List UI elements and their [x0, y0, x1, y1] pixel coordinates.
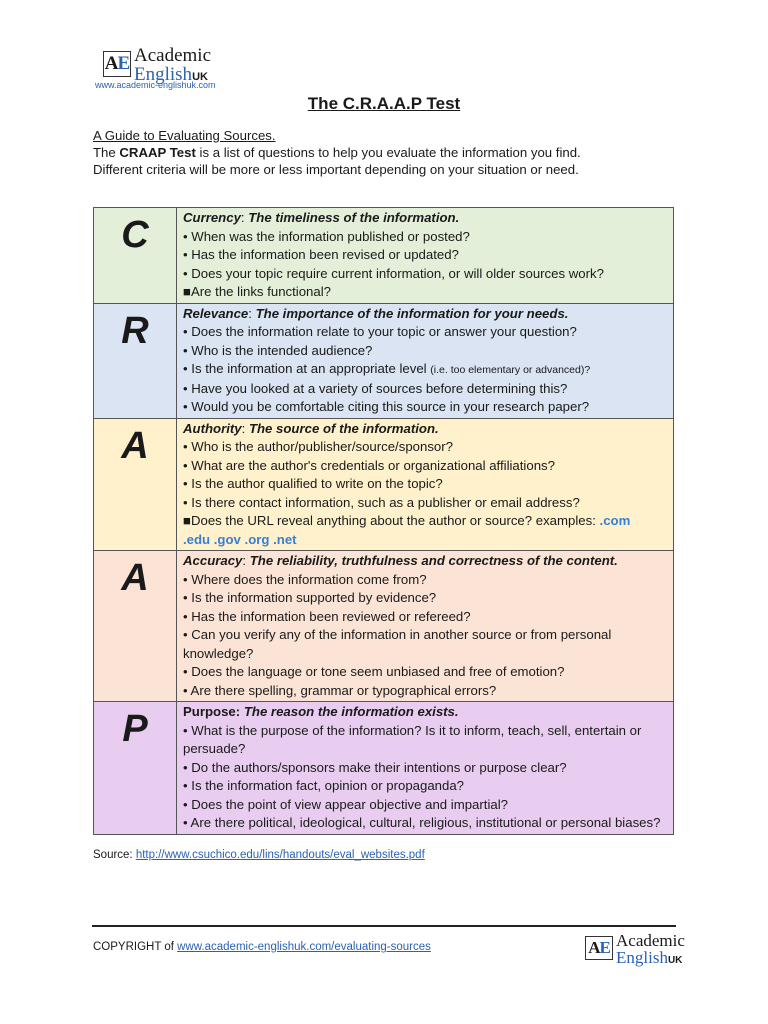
logo-url[interactable]: www.academic-englishuk.com [95, 80, 216, 90]
table-row-authority [94, 418, 674, 551]
purpose-criteria: Purpose: The reason the information exists. • What is the purpose of the information? Is it to inform, teach, sell, entertain or persuade? • Do the authors/sponsors make their intentions or purpose clear? • Is the information fact, opinion or propaganda? • Does the point of view appear objective and impartial? • Are there political, ideological, cultural, religious, institutional or personal biases? [177, 702, 674, 835]
copyright-link[interactable]: www.academic-englishuk.com/evaluating-sources [177, 941, 431, 953]
list-item: ■Does the URL reveal anything about the author or source? examples: .com .edu .gov .org .net [183, 513, 631, 547]
list-item: • Who is the intended audience? [183, 342, 373, 358]
academic-english-logo [103, 46, 211, 84]
list-item: • What are the author's credentials or organizational affiliations? [183, 457, 555, 473]
table-row-accuracy [94, 551, 674, 702]
copyright-notice: COPYRIGHT of www.academic-englishuk.com/evaluating-sources [93, 941, 431, 953]
list-item: • Are there political, ideological, cultural, religious, institutional or personal biases? [183, 815, 661, 830]
letter-a-authority: A [94, 418, 177, 551]
letter-r: R [94, 303, 177, 418]
letter-p: P [94, 702, 177, 835]
page-title: The C.R.A.A.P Test [307, 94, 461, 113]
logo-wordmark: Academic EnglishUK [616, 931, 685, 967]
list-item: • Do the authors/sponsors make their intentions or purpose clear? [183, 759, 567, 775]
authority-criteria: Authority: The source of the information. • Who is the author/publisher/source/sponsor? • What are the author's credentials or organizational affiliations? • Is the author qualified to write on the topic? • Is there contact information, such as a publisher or email address? ■Does the URL reveal anything about the author or source? examples: .com .edu .gov .org .net [177, 418, 674, 551]
list-item: • Where does the information come from? [183, 571, 427, 587]
currency-criteria: Currency: The timeliness of the information. • When was the information published or posted? • Has the information been revised or updated? • Does your topic require current information, or will older sources work? ■Are the links functional? [177, 208, 674, 304]
guide-subtitle: A Guide to Evaluating Sources. [93, 128, 276, 143]
intro-text [93, 127, 581, 178]
source-citation: Source: http://www.csuchico.edu/lins/handouts/eval_websites.pdf [93, 849, 425, 861]
footer-divider [92, 925, 676, 927]
list-item: • Has the information been reviewed or refereed? [183, 608, 471, 624]
list-item: • Does the information relate to your topic or answer your question? [183, 324, 577, 339]
list-item: • Is the author qualified to write on the topic? [183, 476, 443, 491]
ae-logo-mark: A E [103, 51, 131, 77]
list-item: • Does the point of view appear objective and impartial? [183, 796, 508, 812]
list-item: • What is the purpose of the information? Is it to inform, teach, sell, entertain or persuade? [183, 722, 642, 756]
domain-examples: .com [599, 513, 631, 528]
list-item: • Has the information been revised or updated? [183, 247, 459, 262]
domain-examples-cont: .edu .gov .org .net [183, 531, 297, 547]
footer-logo [585, 932, 685, 966]
list-item: • Is the information fact, opinion or propaganda? [183, 778, 465, 793]
list-item: ■Are the links functional? [183, 284, 331, 299]
craap-table [93, 207, 674, 835]
list-item: • Are there spelling, grammar or typographical errors? [183, 682, 497, 698]
letter-a-accuracy: A [94, 551, 177, 702]
intro-line-1: The CRAAP Test is a list of questions to help you evaluate the information you find. [93, 145, 581, 160]
relevance-criteria: Relevance: The importance of the information for your needs. • Does the information relate to your topic or answer your question? • Who is the intended audience? • Is the information at an appropriate level (i.e. too elementary or advanced)? • Have you looked at a variety of sources before determining this? • Would you be comfortable citing this source in your research paper? [177, 303, 674, 418]
list-item: • Can you verify any of the information in another source or from personal knowledge? [183, 627, 612, 661]
list-item: • Have you looked at a variety of sources before determining this? [183, 380, 568, 396]
list-item: • Is the information at an appropriate level (i.e. too elementary or advanced)? [183, 361, 591, 376]
logo-wordmark: Academic EnglishUK [134, 45, 212, 85]
accuracy-criteria: Accuracy: The reliability, truthfulness and correctness of the content. • Where does the information come from? • Is the information supported by evidence? • Has the information been reviewed or refereed? • Can you verify any of the information in another source or from personal knowledge? • Does the language or tone seem unbiased and free of emotion? • Are there spelling, grammar or typographical errors? [177, 551, 674, 702]
ae-logo-mark: A E [585, 936, 613, 960]
table-row-purpose [94, 702, 674, 835]
list-item: • Is there contact information, such as a publisher or email address? [183, 494, 580, 510]
list-item: • When was the information published or posted? [183, 228, 470, 244]
table-row-relevance [94, 303, 674, 418]
intro-line-2: Different criteria will be more or less important depending on your situation or need. [93, 162, 579, 177]
list-item: • Does your topic require current information, or will older sources work? [183, 265, 604, 281]
list-item: • Would you be comfortable citing this source in your research paper? [183, 399, 590, 414]
list-item: • Who is the author/publisher/source/sponsor? [183, 439, 453, 454]
letter-c: C [94, 208, 177, 304]
source-link[interactable]: http://www.csuchico.edu/lins/handouts/eval_websites.pdf [135, 849, 425, 861]
table-row-currency [94, 208, 674, 304]
list-item: • Is the information supported by evidence? [183, 590, 437, 605]
list-item: • Does the language or tone seem unbiased and free of emotion? [183, 664, 565, 679]
